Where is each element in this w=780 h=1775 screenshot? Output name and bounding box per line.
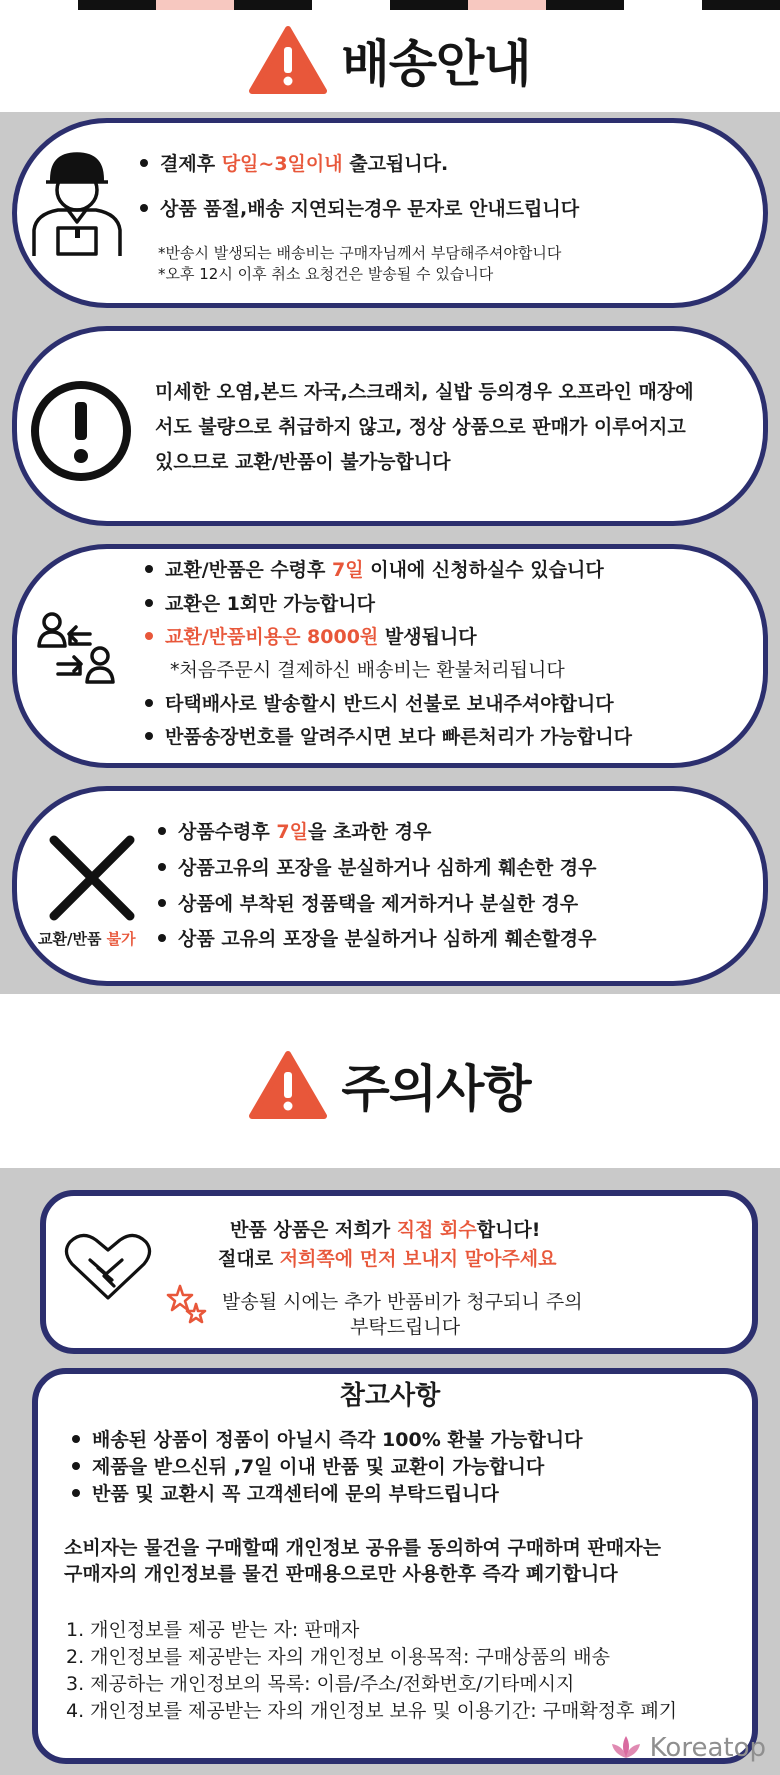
card3-note: *처음주문시 결제하신 배송비는 환불처리됩니다 [170,659,565,681]
reference-title: 참고사항 [339,1381,441,1411]
privacy-item-4: 4. 개인정보를 제공받는 자의 개인정보 보유 및 이용기간: 구매확정후 폐기 [66,1700,678,1722]
lotus-logo-icon [608,1734,644,1762]
card2-line2: 서도 불량으로 취급하지 않고, 정상 상품으로 판매가 이루어지고 [155,416,686,438]
section-title-shipping: 배송안내 [341,35,531,93]
privacy-item-3: 3. 제공하는 개인정보의 목록: 이름/주소/전화번호/기타메시지 [66,1673,575,1695]
notice-line4: 부탁드립니다 [350,1316,461,1338]
card4-bullet4: 상품 고유의 포장을 분실하거나 심하게 훼손할경우 [158,925,597,953]
exclamation-icon [28,378,134,484]
shipping-header [0,10,780,110]
handshake-heart-icon [62,1230,154,1302]
privacy-paragraph-2: 구매자의 개인정보를 물건 판매용으로만 사용한후 즉각 폐기합니다 [64,1563,618,1585]
warning-icon [249,25,327,95]
warning-icon [249,1050,327,1120]
notice-line2: 절대로 저희쪽에 먼저 보내지 말아주세요 [218,1248,557,1270]
close-icon [46,832,138,924]
non-returnable-caption: 교환/반품 불가 [38,930,136,948]
notice-line1: 반품 상품은 저희가 직접 회수합니다! [230,1219,541,1241]
card1-note1: *반송시 발생되는 배송비는 구매자님께서 부담해주셔야합니다 [158,244,562,262]
privacy-paragraph-1: 소비자는 물건을 구매할때 개인정보 공유를 동의하여 구매하며 판매자는 [64,1537,661,1559]
card3-bullet1: 교환/반품은 수령후 7일 이내에 신청하실수 있습니다 [145,556,604,584]
card4-bullet2: 상품고유의 포장을 분실하거나 심하게 훼손한 경우 [158,854,597,882]
card1-bullet2: 상품 품절,배송 지연되는경우 문자로 안내드립니다 [140,195,579,223]
card3-bullet5: 반품송장번호를 알려주시면 보다 빠른처리가 가능합니다 [145,723,632,751]
card2-line3: 있으므로 교환/반품이 불가능합니다 [155,451,451,473]
brand-watermark: Koreatop [608,1733,766,1763]
delivery-man-icon [28,142,126,258]
card3-bullet4: 타택배사로 발송할시 반드시 선불로 보내주셔야합니다 [145,690,614,718]
reference-bullet3: 반품 및 교환시 꼭 고객센터에 문의 부탁드립니다 [72,1480,499,1508]
card1-note2: *오후 12시 이후 취소 요청건은 발송될 수 있습니다 [158,265,494,283]
card3-bullet2: 교환은 1회만 가능합니다 [145,590,375,618]
caution-header [0,1035,780,1135]
reference-bullet1: 배송된 상품이 정품이 아닐시 즉각 100% 환불 가능합니다 [72,1426,582,1454]
notice-line3: 발송될 시에는 추가 반품비가 청구되니 주의 [222,1291,583,1313]
section-title-caution: 주의사항 [341,1060,531,1118]
card4-bullet3: 상품에 부착된 정품택을 제거하거나 분실한 경우 [158,890,578,918]
card2-line1: 미세한 오염,본드 자국,스크래치, 실밥 등의경우 오프라인 매장에 [155,381,694,403]
exchange-users-icon [36,610,116,686]
card1-bullet1: 결제후 당일~3일이내 출고됩니다. [140,150,448,178]
privacy-item-1: 1. 개인정보를 제공 받는 자: 판매자 [66,1619,360,1641]
reference-bullet2: 제품을 받으신뒤 ,7일 이내 반품 및 교환이 가능합니다 [72,1453,544,1481]
sparkle-stars-icon [164,1282,212,1332]
privacy-item-2: 2. 개인정보를 제공받는 자의 개인정보 이용목적: 구매상품의 배송 [66,1646,611,1668]
card3-bullet3: 교환/반품비용은 8000원 발생됩니다 [145,623,477,651]
card4-bullet1: 상품수령후 7일을 초과한 경우 [158,818,431,846]
